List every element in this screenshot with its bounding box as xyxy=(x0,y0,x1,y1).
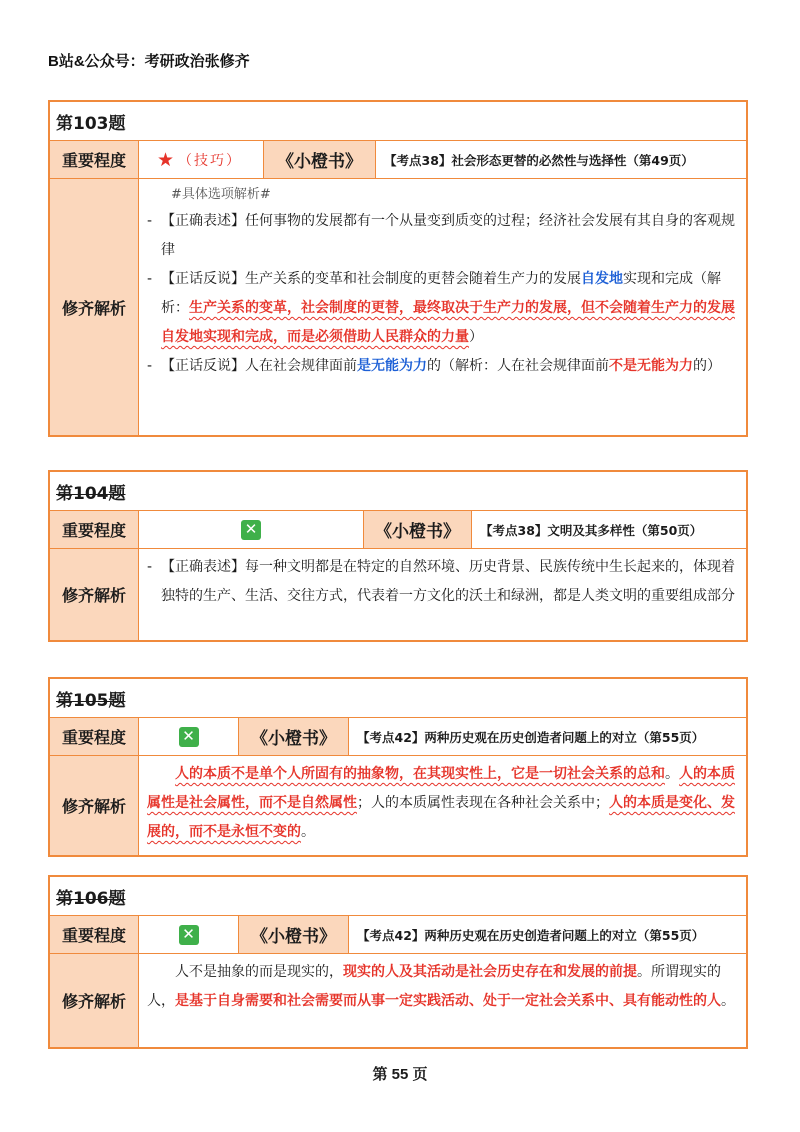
text-segment: 的） xyxy=(693,358,721,374)
cross-icon: ✕ xyxy=(179,925,199,945)
analysis-row xyxy=(50,548,746,640)
analysis-subheading: #具体选项解析# xyxy=(171,187,271,202)
text-segment: 。 xyxy=(665,766,679,782)
importance-label: 重要程度 xyxy=(50,511,138,548)
highlight-red: 不是无能为力 xyxy=(609,358,693,374)
book-name: 《小橙书》 xyxy=(363,511,471,548)
item-text xyxy=(161,265,740,352)
cross-icon: ✕ xyxy=(241,520,261,540)
text-segment: 实现和完成（解析： xyxy=(161,271,721,316)
importance-value xyxy=(138,916,238,953)
text-segment: 【正话反说】人在社会规律面前 xyxy=(161,358,357,374)
analysis-item xyxy=(147,352,740,381)
highlight-red: 生产关系的变革，社会制度的更替，最终取决于生产力的发展，但不会随着生产力的发展自发地实现和完成，而是必须借助人民群众的力量 xyxy=(161,300,735,345)
importance-row xyxy=(50,140,746,178)
text-segment: 。所谓现实的人， xyxy=(147,964,721,1009)
analysis-row xyxy=(50,178,746,435)
question-103-table xyxy=(48,100,748,437)
importance-value xyxy=(138,718,238,755)
question-title: 第104题 xyxy=(56,483,126,504)
highlight-blue: 自发地 xyxy=(581,271,623,287)
importance-value xyxy=(138,141,263,178)
text-segment: 。 xyxy=(301,824,315,840)
item-text: 【正确表述】每一种文明都是在特定的自然环境、历史背景、民族传统中生长起来的，体现着独特的生产、生活、交往方式，代表着一方文化的沃土和绿洲，都是人类文明的重要组成部分 xyxy=(161,559,735,604)
question-title: 第106题 xyxy=(56,888,126,909)
bullet-dash: - xyxy=(147,358,153,374)
question-title: 第103题 xyxy=(56,113,126,134)
question-105-table xyxy=(48,677,748,857)
analysis-row xyxy=(50,755,746,855)
analysis-item xyxy=(147,207,740,265)
analysis-content xyxy=(138,549,746,640)
highlight-red: 现实的人及其活动是社会历史存在和发展的前提 xyxy=(343,964,637,980)
analysis-item xyxy=(147,265,740,352)
highlight-red: 人的本质不是单个人所固有的抽象物，在其现实性上，它是一切社会关系的总和 xyxy=(175,766,665,782)
book-name: 《小橙书》 xyxy=(263,141,375,178)
importance-row xyxy=(50,510,746,548)
item-text: 【正确表述】任何事物的发展都有一个从量变到质变的过程；经济社会发展有其自身的客观规律 xyxy=(161,213,735,258)
analysis-content xyxy=(138,756,746,855)
star-icon: ★ xyxy=(157,148,175,171)
question-title: 第105题 xyxy=(56,690,126,711)
question-106-table xyxy=(48,875,748,1049)
exam-point: 【考点42】两种历史观在历史创造者问题上的对立（第55页） xyxy=(348,916,746,953)
book-name: 《小橙书》 xyxy=(238,916,348,953)
bullet-dash: - xyxy=(147,271,153,287)
highlight-red: 人的本质是变化、发展的，而不是永恒不变的 xyxy=(147,795,735,840)
bullet-dash: - xyxy=(147,559,153,575)
question-104-table xyxy=(48,470,748,642)
importance-label: 重要程度 xyxy=(50,141,138,178)
analysis-row xyxy=(50,953,746,1047)
analysis-label: 修齐解析 xyxy=(50,179,138,435)
analysis-label: 修齐解析 xyxy=(50,954,138,1047)
text-segment: ） xyxy=(469,329,483,345)
text-segment: 。 xyxy=(721,993,735,1009)
exam-point: 【考点38】社会形态更替的必然性与选择性（第49页） xyxy=(375,141,746,178)
page-header: B站&公众号：考研政治张修齐 xyxy=(48,53,250,70)
importance-value xyxy=(138,511,363,548)
text-segment: ；人的本质属性表现在各种社会关系中； xyxy=(357,795,609,811)
text-segment: 人不是抽象的而是现实的， xyxy=(175,964,343,980)
analysis-item xyxy=(147,553,740,611)
importance-row xyxy=(50,717,746,755)
exam-point: 【考点42】两种历史观在历史创造者问题上的对立（第55页） xyxy=(348,718,746,755)
text-segment: 【正话反说】生产关系的变革和社会制度的更替会随着生产力的发展 xyxy=(161,271,581,287)
cross-icon: ✕ xyxy=(179,727,199,747)
exam-point: 【考点38】文明及其多样性（第50页） xyxy=(471,511,746,548)
highlight-blue: 是无能为力 xyxy=(357,358,427,374)
page-number: 第 55 页 xyxy=(372,1066,428,1083)
highlight-red: 是基于自身需要和社会需要而从事一定实践活动、处于一定社会关系中、具有能动性的人 xyxy=(175,993,721,1009)
importance-label: 重要程度 xyxy=(50,718,138,755)
item-text xyxy=(161,352,721,381)
bullet-dash: - xyxy=(147,213,153,229)
highlight-red: 人的本质属性是社会属性，而不是自然属性 xyxy=(147,766,735,811)
skill-tag: （技巧） xyxy=(178,152,243,169)
importance-label: 重要程度 xyxy=(50,916,138,953)
importance-row xyxy=(50,915,746,953)
analysis-label: 修齐解析 xyxy=(50,756,138,855)
text-segment: 的（解析：人在社会规律面前 xyxy=(427,358,609,374)
analysis-label: 修齐解析 xyxy=(50,549,138,640)
analysis-content xyxy=(138,179,746,435)
analysis-content xyxy=(138,954,746,1047)
book-name: 《小橙书》 xyxy=(238,718,348,755)
